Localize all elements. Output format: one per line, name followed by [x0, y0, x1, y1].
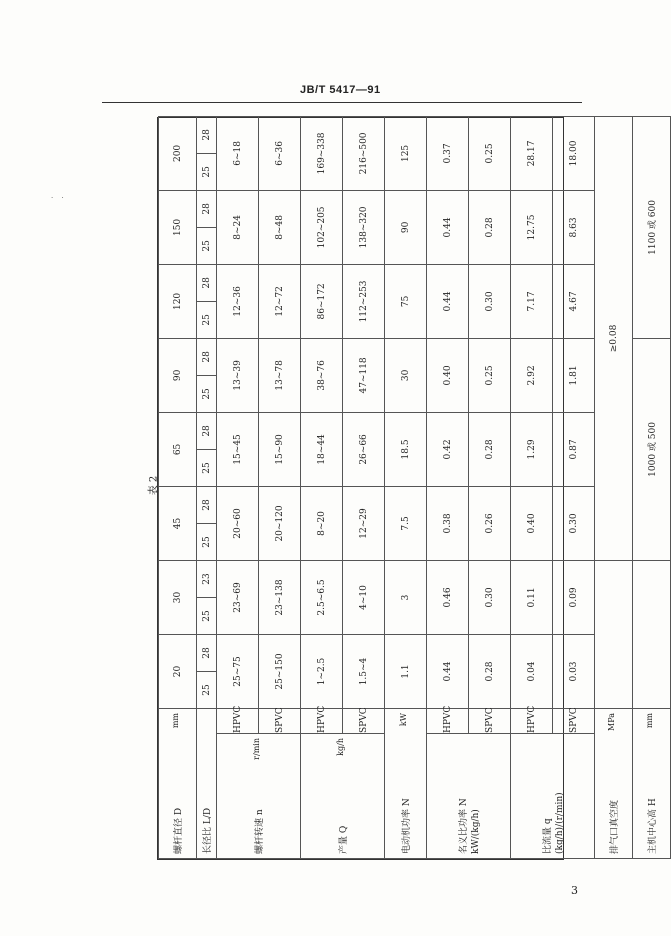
spec-power-cell: 0.25 — [469, 116, 511, 190]
spec-power-cell: 0.42 — [427, 412, 469, 486]
ld-cell: 25 — [197, 672, 217, 709]
ld-cell: 25 — [197, 597, 217, 634]
output-cell: 38~76 — [301, 338, 343, 412]
material-spvc: SPVC — [343, 709, 385, 734]
ld-label: 长径比 L/D — [197, 709, 217, 859]
spec-flow-cell: 0.11 — [511, 560, 553, 634]
row-spec-power-hpvc — [427, 116, 469, 858]
output-cell: 1~2.5 — [301, 634, 343, 708]
ld-cell: 28 — [197, 634, 217, 671]
ld-cell: 28 — [197, 190, 217, 227]
diameter-cell: 200 — [159, 116, 197, 190]
spec-flow-cell: 2.92 — [511, 338, 553, 412]
spec-flow-cell: 4.67 — [553, 264, 595, 338]
ld-cell: 25 — [197, 227, 217, 264]
output-cell: 112~253 — [343, 264, 385, 338]
motor-cell: 30 — [385, 338, 427, 412]
motor-cell: 3 — [385, 560, 427, 634]
ld-cell: 25 — [197, 523, 217, 560]
ld-cell: 28 — [197, 486, 217, 523]
center-value-a: 1000 或 500 — [633, 338, 671, 560]
spec-power-cell: 0.37 — [427, 116, 469, 190]
page-number: 3 — [571, 884, 578, 897]
output-label: 产量 Q kg/h — [301, 734, 385, 859]
spec-flow-cell: 0.09 — [553, 560, 595, 634]
spec-flow-cell: 1.29 — [511, 412, 553, 486]
ld-cell: 25 — [197, 301, 217, 338]
output-cell: 102~205 — [301, 190, 343, 264]
spec-flow-cell: 18.00 — [553, 116, 595, 190]
spec-power-cell: 0.44 — [427, 264, 469, 338]
row-vacuum — [595, 116, 633, 858]
row-speed-hpvc — [217, 116, 259, 858]
ld-cell: 28 — [197, 338, 217, 375]
spec-power-cell: 0.46 — [427, 560, 469, 634]
output-cell: 12~29 — [343, 486, 385, 560]
ld-cell: 23 — [197, 560, 217, 597]
spec-flow-cell: 0.40 — [511, 486, 553, 560]
speed-cell: 25~150 — [259, 634, 301, 708]
output-cell: 216~500 — [343, 116, 385, 190]
motor-label: 电动机功率 N kW — [385, 709, 427, 859]
output-cell: 2.5~6.5 — [301, 560, 343, 634]
speed-cell: 8~48 — [259, 190, 301, 264]
diameter-label: 螺杆直径 D mm — [159, 709, 197, 859]
spec-flow-cell: 8.63 — [553, 190, 595, 264]
ld-cell: 25 — [197, 375, 217, 412]
speed-cell: 6~36 — [259, 116, 301, 190]
vacuum-label: 排气口真空度 MPa — [595, 709, 633, 859]
vacuum-empty — [595, 560, 633, 708]
output-cell: 47~118 — [343, 338, 385, 412]
spec-flow-cell: 12.75 — [511, 190, 553, 264]
motor-cell: 7.5 — [385, 486, 427, 560]
spec-flow-cell: 0.87 — [553, 412, 595, 486]
motor-cell: 125 — [385, 116, 427, 190]
output-cell: 1.5~4 — [343, 634, 385, 708]
spec-flow-cell: 1.81 — [553, 338, 595, 412]
spec-power-cell: 0.30 — [469, 560, 511, 634]
diameter-cell: 45 — [159, 486, 197, 560]
spec-power-cell: 0.28 — [469, 190, 511, 264]
center-value-b: 1100 或 600 — [633, 116, 671, 338]
material-spvc: SPVC — [259, 709, 301, 734]
speed-cell: 15~90 — [259, 412, 301, 486]
material-hpvc: HPVC — [511, 709, 553, 734]
motor-cell: 1.1 — [385, 634, 427, 708]
motor-cell: 90 — [385, 190, 427, 264]
speed-label: 螺杆转速 n r/min — [217, 734, 301, 859]
spec-flow-cell: 7.17 — [511, 264, 553, 338]
material-hpvc: HPVC — [217, 709, 259, 734]
diameter-cell: 20 — [159, 634, 197, 708]
row-output-hpvc — [301, 116, 343, 858]
spec-power-cell: 0.38 — [427, 486, 469, 560]
ld-cell: 25 — [197, 153, 217, 190]
vacuum-value: ≥0.08 — [595, 116, 633, 560]
row-motor — [385, 116, 427, 858]
spec-power-cell: 0.26 — [469, 486, 511, 560]
speed-cell: 23~138 — [259, 560, 301, 634]
ld-cell: 25 — [197, 449, 217, 486]
speed-cell: 23~69 — [217, 560, 259, 634]
diameter-cell: 150 — [159, 190, 197, 264]
material-spvc: SPVC — [553, 709, 595, 734]
spec-flow-cell: 28.17 — [511, 116, 553, 190]
speed-cell: 13~39 — [217, 338, 259, 412]
ld-cell: 28 — [197, 116, 217, 153]
spec-flow-cell: 0.03 — [553, 634, 595, 708]
material-spvc: SPVC — [469, 709, 511, 734]
speed-cell: 8~24 — [217, 190, 259, 264]
spec-flow-cell: 0.04 — [511, 634, 553, 708]
spec-flow-cell: 0.30 — [553, 486, 595, 560]
output-cell: 169~338 — [301, 116, 343, 190]
speed-cell: 25~75 — [217, 634, 259, 708]
diameter-cell: 90 — [159, 338, 197, 412]
output-cell: 26~66 — [343, 412, 385, 486]
row-diameter — [159, 116, 197, 858]
diameter-cell: 120 — [159, 264, 197, 338]
scan-specks: · · — [51, 194, 67, 202]
material-hpvc: HPVC — [301, 709, 343, 734]
motor-cell: 75 — [385, 264, 427, 338]
spec-power-cell: 0.44 — [427, 190, 469, 264]
spec-power-cell: 0.40 — [427, 338, 469, 412]
spec-power-cell: 0.28 — [469, 634, 511, 708]
table-title: 表 2 — [148, 475, 160, 496]
speed-cell: 20~120 — [259, 486, 301, 560]
material-hpvc: HPVC — [427, 709, 469, 734]
row-center-height — [633, 116, 671, 858]
spec-power-cell: 0.25 — [469, 338, 511, 412]
row-ld — [197, 116, 217, 858]
speed-cell: 12~36 — [217, 264, 259, 338]
speed-cell: 13~78 — [259, 338, 301, 412]
standard-code: JB/T 5417—91 — [300, 84, 381, 96]
spec-table — [158, 116, 671, 859]
row-spec-flow-hpvc — [511, 116, 553, 858]
spec-power-label: 名义比功率 N kW/(kg/h) — [427, 734, 511, 859]
output-cell: 4~10 — [343, 560, 385, 634]
spec-power-cell: 0.30 — [469, 264, 511, 338]
motor-cell: 18.5 — [385, 412, 427, 486]
spec-power-cell: 0.44 — [427, 634, 469, 708]
speed-cell: 12~72 — [259, 264, 301, 338]
center-label: 主机中心高 H mm — [633, 709, 671, 859]
ld-cell: 28 — [197, 264, 217, 301]
diameter-cell: 30 — [159, 560, 197, 634]
output-cell: 138~320 — [343, 190, 385, 264]
spec-power-cell: 0.28 — [469, 412, 511, 486]
speed-cell: 20~60 — [217, 486, 259, 560]
diameter-cell: 65 — [159, 412, 197, 486]
ld-cell: 28 — [197, 412, 217, 449]
output-cell: 86~172 — [301, 264, 343, 338]
center-empty — [633, 560, 671, 708]
spec-flow-label: 比流量 q (kg/h)/(r/min) — [511, 734, 595, 859]
output-cell: 8~20 — [301, 486, 343, 560]
speed-cell: 6~18 — [217, 116, 259, 190]
output-cell: 18~44 — [301, 412, 343, 486]
speed-cell: 15~45 — [217, 412, 259, 486]
spec-table-frame — [157, 117, 658, 860]
header-rule — [102, 102, 582, 103]
